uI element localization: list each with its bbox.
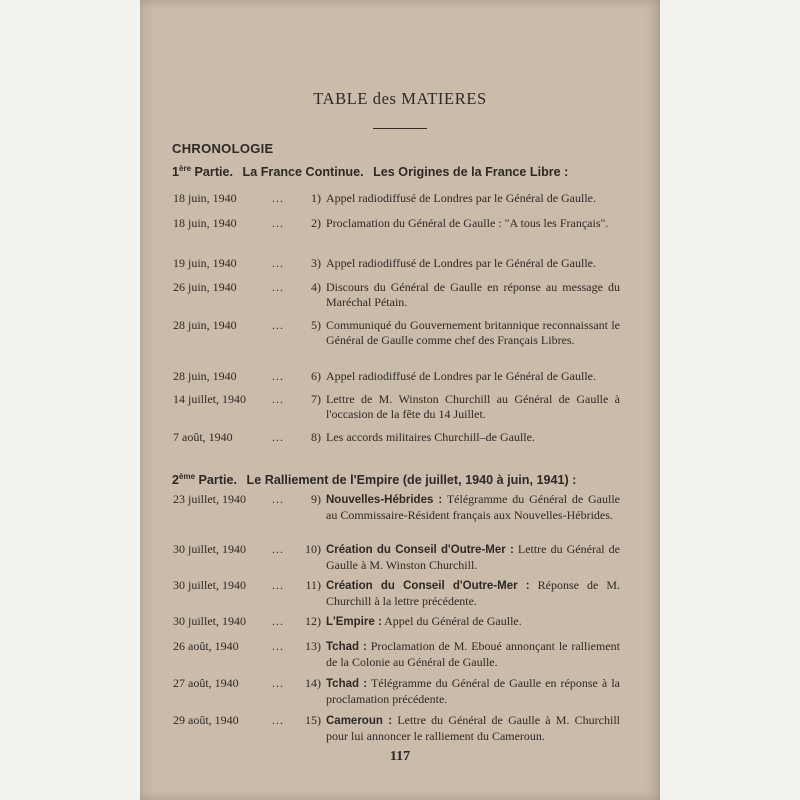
entry-description: Proclamation de M. Eboué annonçant le ralliement de la Colonie au Général de Gaulle. bbox=[326, 639, 620, 669]
leader-dots: ... bbox=[272, 492, 284, 506]
leader-dots: ... bbox=[272, 369, 284, 383]
entry-number: 12) bbox=[305, 614, 321, 628]
entry-number: 4) bbox=[311, 280, 321, 294]
entry-date: 18 juin, 1940 bbox=[173, 191, 237, 205]
entry-date: 26 juin, 1940 bbox=[173, 280, 237, 294]
part1-suffix: ère bbox=[179, 164, 192, 173]
entry-subject: Création du Conseil d'Outre-Mer : bbox=[326, 544, 514, 556]
entry-text bbox=[326, 280, 620, 309]
entry-number: 14) bbox=[305, 676, 321, 690]
entry-text bbox=[326, 191, 620, 206]
entry-description: Appel radiodiffusé de Londres par le Général de Gaulle. bbox=[326, 369, 597, 383]
entry-text bbox=[326, 639, 620, 669]
part2-suffix: ème bbox=[179, 472, 196, 481]
entry-subject: Tchad : bbox=[326, 641, 367, 653]
entry-number: 11) bbox=[305, 578, 321, 592]
entry-date: 27 août, 1940 bbox=[173, 676, 239, 690]
entry-subject: Création du Conseil d'Outre-Mer : bbox=[326, 580, 530, 592]
book-page bbox=[140, 0, 660, 800]
part1-number: 1 bbox=[172, 165, 180, 179]
entry-number: 2) bbox=[311, 216, 321, 230]
title-text: TABLE des MATIERES bbox=[313, 89, 487, 108]
entry-description: Réponse de M. Churchill à la lettre précédente. bbox=[326, 578, 620, 608]
part1-title: La France Continue. bbox=[242, 165, 364, 179]
part2-label: Partie. bbox=[198, 473, 238, 487]
entry-text bbox=[326, 256, 620, 271]
entry-text bbox=[326, 578, 620, 608]
leader-dots: ... bbox=[272, 392, 284, 406]
leader-dots: ... bbox=[272, 280, 284, 294]
entry-description: Lettre de M. Winston Churchill au Général de Gaulle à l'occasion de la fête du 14 Juillet. bbox=[326, 392, 620, 421]
entry-number: 3) bbox=[311, 256, 321, 270]
entry-number: 5) bbox=[311, 318, 321, 332]
entry-date: 26 août, 1940 bbox=[173, 639, 239, 653]
entry-description: Télégramme du Général de Gaulle au Commissaire-Résident français aux Nouvelles-Hébrides. bbox=[326, 492, 620, 522]
part2-number: 2 bbox=[172, 473, 180, 487]
entry-description: Discours du Général de Gaulle en réponse au message du Maréchal Pétain. bbox=[326, 280, 620, 309]
page-number: 117 bbox=[389, 749, 411, 764]
entry-text bbox=[326, 430, 620, 445]
entry-number: 10) bbox=[305, 542, 321, 556]
entry-date: 30 juillet, 1940 bbox=[173, 578, 246, 592]
entry-text bbox=[326, 713, 620, 743]
entry-description: Appel radiodiffusé de Londres par le Général de Gaulle. bbox=[326, 256, 597, 270]
entry-description: Communiqué du Gouvernement britannique reconnaissant le Général de Gaulle comme chef des Français Libres. bbox=[326, 318, 620, 347]
entry-text bbox=[326, 216, 620, 231]
entry-text bbox=[326, 369, 620, 384]
entry-number: 13) bbox=[305, 639, 321, 653]
entry-date: 7 août, 1940 bbox=[173, 430, 233, 444]
leader-dots: ... bbox=[272, 542, 284, 556]
entry-description: Appel du Général de Gaulle. bbox=[384, 614, 522, 628]
entry-date: 18 juin, 1940 bbox=[173, 216, 237, 230]
title-rule bbox=[373, 128, 427, 129]
entry-date: 28 juin, 1940 bbox=[173, 318, 237, 332]
entry-number: 7) bbox=[311, 392, 321, 406]
entry-subject: Tchad : bbox=[326, 678, 368, 690]
leader-dots: ... bbox=[272, 191, 284, 205]
entry-number: 15) bbox=[305, 713, 321, 727]
leader-dots: ... bbox=[272, 216, 284, 230]
entry-number: 1) bbox=[311, 191, 321, 205]
leader-dots: ... bbox=[272, 676, 284, 690]
leader-dots: ... bbox=[272, 713, 284, 727]
entry-number: 6) bbox=[311, 369, 321, 383]
entry-text bbox=[326, 318, 620, 347]
entry-subject: Cameroun : bbox=[326, 715, 393, 727]
entry-date: 28 juin, 1940 bbox=[173, 369, 237, 383]
entry-description: Proclamation du Général de Gaulle : "A tous les Français". bbox=[326, 216, 609, 230]
entry-description: Lettre du Général de Gaulle à M. Winston Churchill. bbox=[326, 542, 620, 572]
entry-text bbox=[326, 542, 620, 572]
entry-date: 23 juillet, 1940 bbox=[173, 492, 246, 506]
entry-subject: L'Empire : bbox=[326, 616, 382, 628]
part1-label: Partie. bbox=[194, 165, 234, 179]
leader-dots: ... bbox=[272, 256, 284, 270]
leader-dots: ... bbox=[272, 614, 284, 628]
entry-subject: Nouvelles-Hébrides : bbox=[326, 494, 443, 506]
entry-text bbox=[326, 614, 620, 630]
entry-date: 29 août, 1940 bbox=[173, 713, 239, 727]
entry-text bbox=[326, 392, 620, 421]
entry-date: 14 juillet, 1940 bbox=[173, 392, 246, 406]
entry-number: 9) bbox=[311, 492, 321, 506]
part1-subtitle: Les Origines de la France Libre : bbox=[373, 165, 569, 179]
leader-dots: ... bbox=[272, 578, 284, 592]
entry-date: 30 juillet, 1940 bbox=[173, 542, 246, 556]
page-title bbox=[140, 89, 660, 109]
entry-number: 8) bbox=[311, 430, 321, 444]
entry-date: 19 juin, 1940 bbox=[173, 256, 237, 270]
entry-text bbox=[326, 492, 620, 522]
part1-heading bbox=[172, 164, 568, 179]
leader-dots: ... bbox=[272, 430, 284, 444]
chronology-heading: CHRONOLOGIE bbox=[172, 141, 274, 156]
leader-dots: ... bbox=[272, 318, 284, 332]
entry-description: Télégramme du Général de Gaulle en réponse à la proclamation précédente. bbox=[326, 676, 620, 706]
leader-dots: ... bbox=[272, 639, 284, 653]
entry-description: Lettre du Général de Gaulle à M. Churchill pour lui annoncer le ralliement du Cameroun. bbox=[326, 713, 620, 743]
entry-description: Appel radiodiffusé de Londres par le Général de Gaulle. bbox=[326, 191, 597, 205]
entry-description: Les accords militaires Churchill–de Gaulle. bbox=[326, 430, 535, 444]
part2-title: Le Ralliement de l'Empire bbox=[246, 473, 400, 487]
part2-heading bbox=[172, 472, 576, 487]
part2-subtitle: (de juillet, 1940 à juin, 1941) : bbox=[402, 473, 577, 487]
entry-date: 30 juillet, 1940 bbox=[173, 614, 246, 628]
entry-text bbox=[326, 676, 620, 706]
